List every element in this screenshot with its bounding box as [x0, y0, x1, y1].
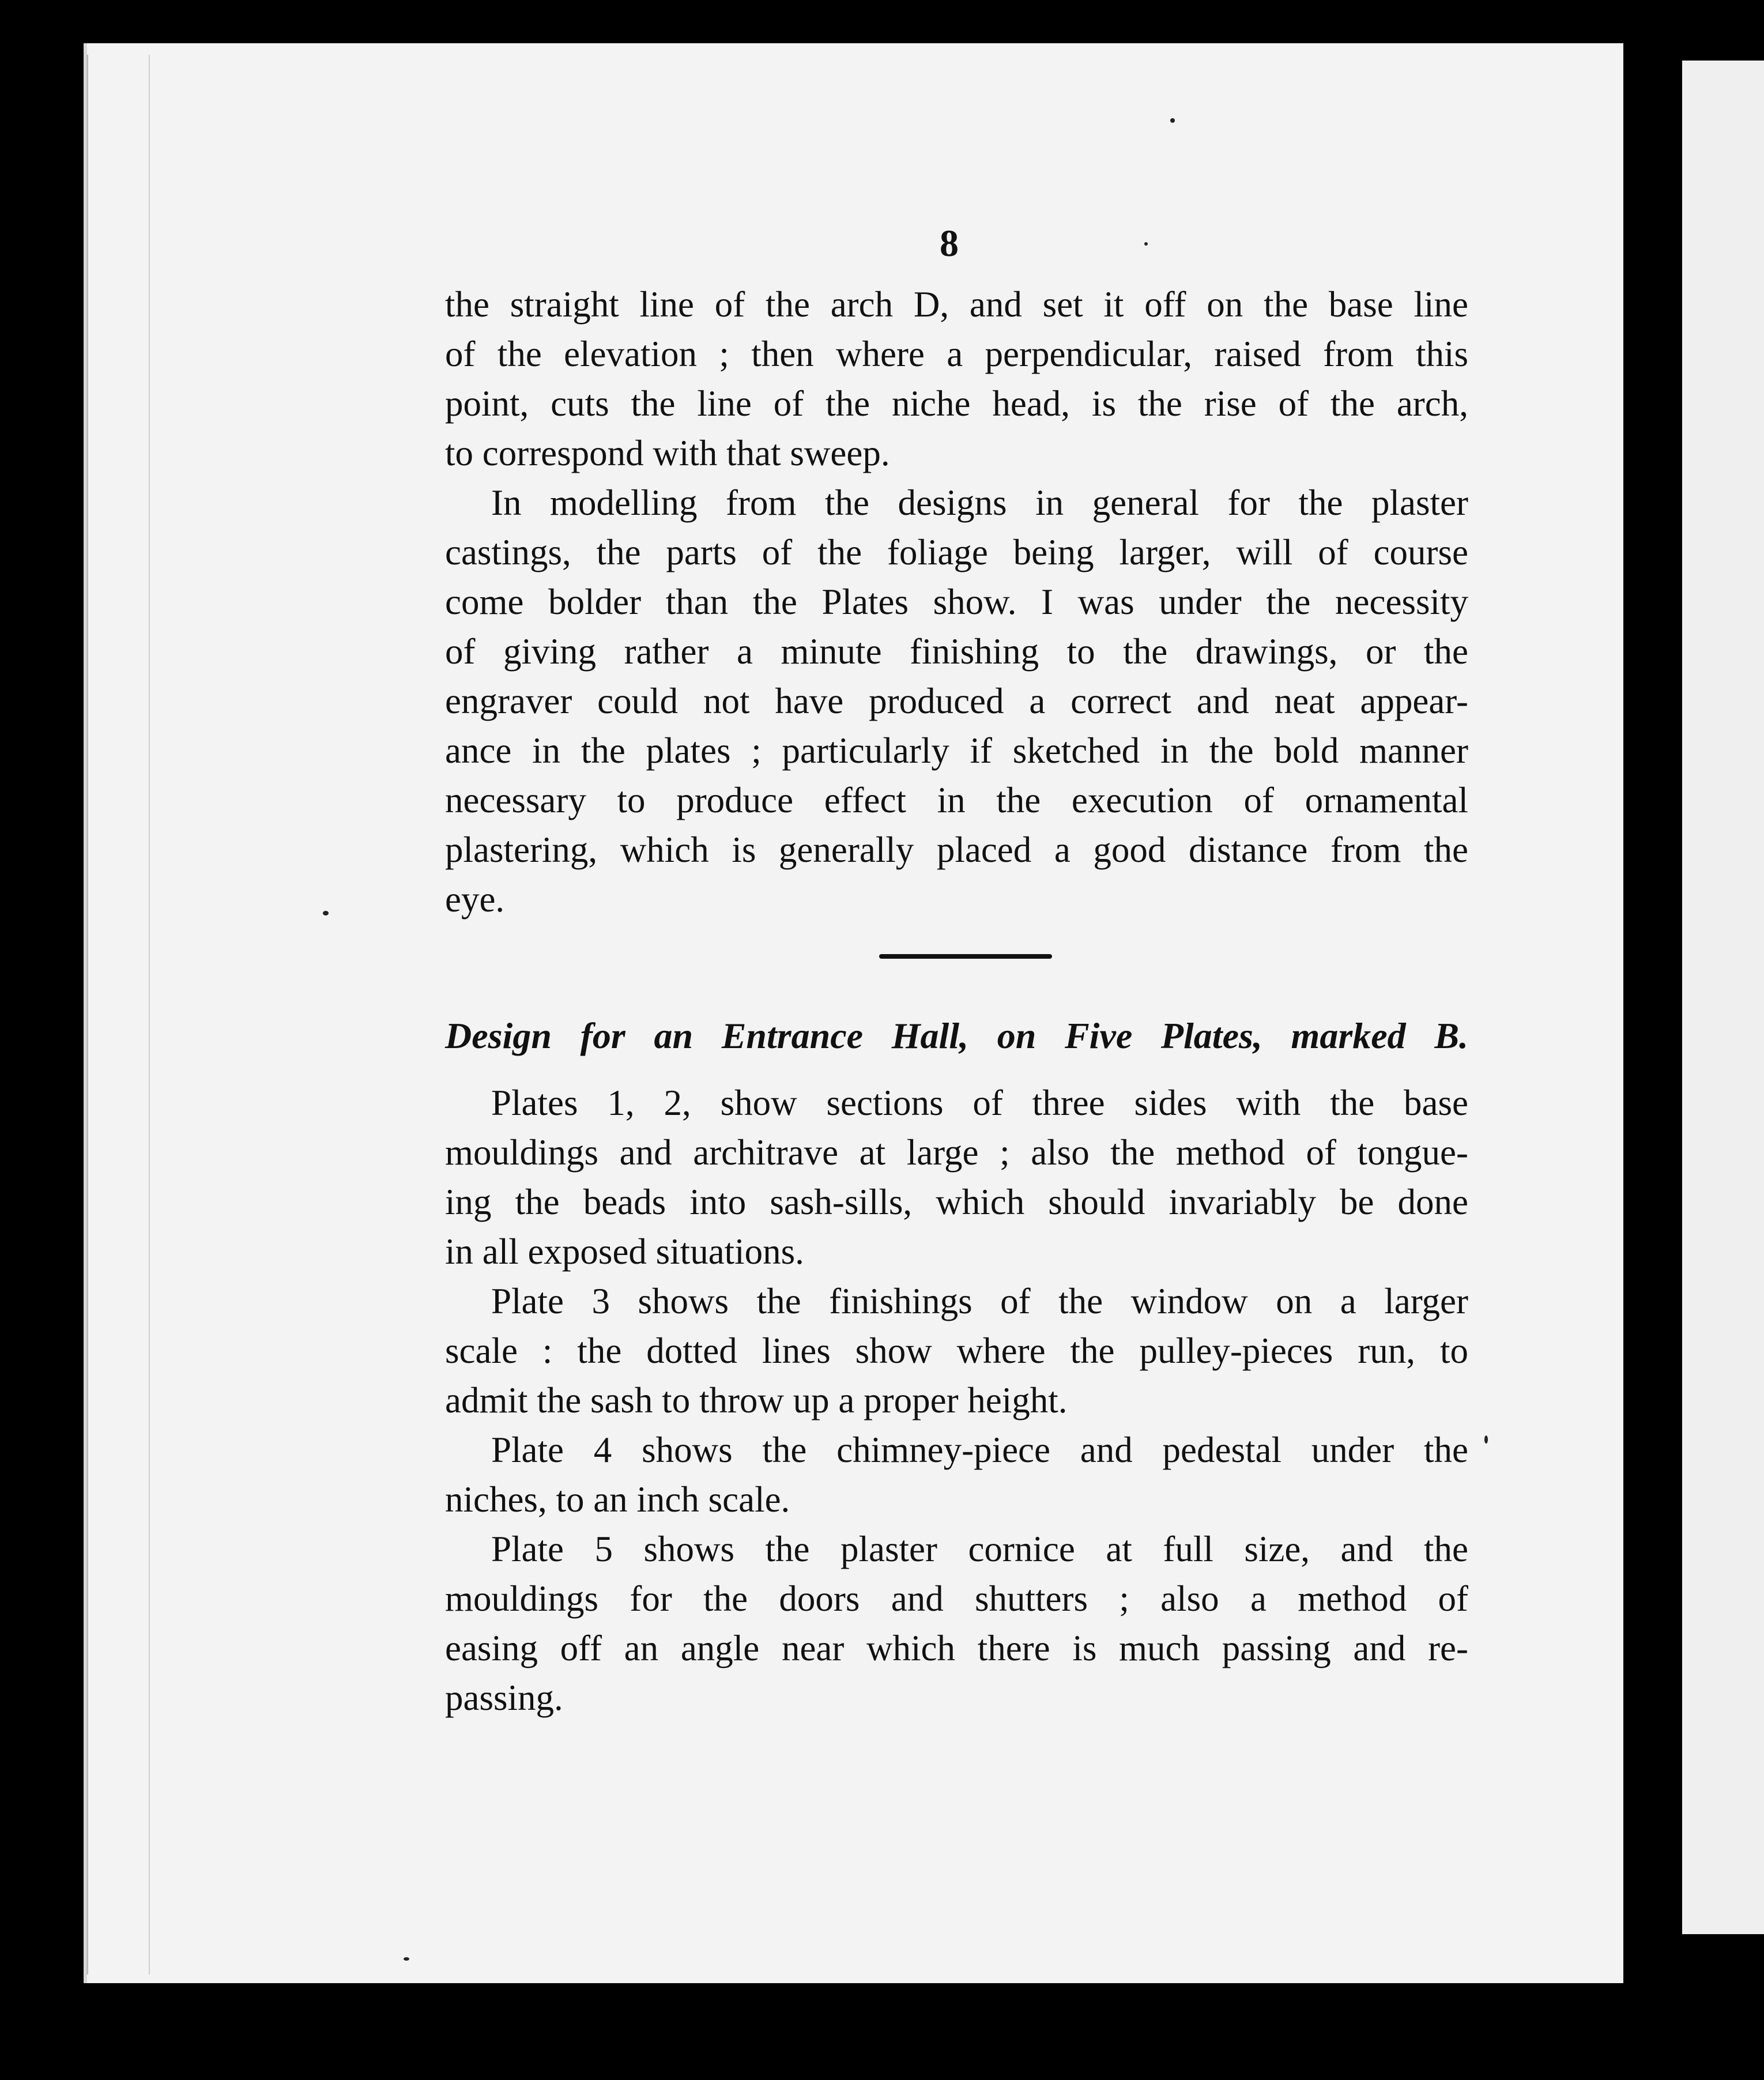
- text-line: passing.: [445, 1678, 563, 1718]
- text-line: scale : the dotted lines show where the pulley-pieces run, to: [445, 1331, 1468, 1371]
- ink-speck: [323, 911, 329, 915]
- section-heading: Design for an Entrance Hall, on Five Plates, marked B.: [445, 1015, 1468, 1056]
- text-line: ing the beads into sash-sills, which should invariably be done: [445, 1182, 1468, 1222]
- text-line: to correspond with that sweep.: [445, 433, 890, 473]
- text-line: Plate 3 shows the finishings of the window on a larger: [491, 1281, 1468, 1321]
- text-line: plastering, which is generally placed a good distance from the: [445, 830, 1468, 870]
- ink-speck: [404, 1957, 409, 1961]
- page-edge: [86, 55, 150, 1975]
- ink-speck: [1484, 1435, 1488, 1444]
- text-line: Plate 4 shows the chimney-piece and pedestal under the: [491, 1430, 1468, 1470]
- text-line: of the elevation ; then where a perpendicular, raised from this: [445, 334, 1468, 374]
- text-line: easing off an angle near which there is much passing and re-: [445, 1628, 1468, 1668]
- text-line: admit the sash to throw up a proper height.: [445, 1380, 1068, 1420]
- upper-text-block: [445, 280, 1468, 924]
- text-line: of giving rather a minute finishing to the drawings, or the: [445, 631, 1468, 672]
- page-number: 8: [940, 223, 959, 265]
- text-line: mouldings and architrave at large ; also the method of tongue-: [445, 1132, 1468, 1173]
- ink-speck: [1144, 242, 1148, 246]
- text-line: Plate 5 shows the plaster cornice at full size, and the: [491, 1529, 1468, 1569]
- ink-speck: [1170, 118, 1175, 123]
- text-line: engraver could not have produced a correct and neat appear-: [445, 681, 1468, 721]
- text-line: castings, the parts of the foliage being larger, will of course: [445, 532, 1468, 572]
- section-divider: [879, 954, 1052, 959]
- text-line: mouldings for the doors and shutters ; also a method of: [445, 1578, 1468, 1619]
- text-line: In modelling from the designs in general for the plaster: [491, 483, 1468, 523]
- text-line: Plates 1, 2, show sections of three sides with the base: [491, 1083, 1468, 1123]
- text-line: in all exposed situations.: [445, 1231, 804, 1272]
- text-line: the straight line of the arch D, and set it off on the base line: [445, 284, 1468, 325]
- text-line: eye.: [445, 879, 505, 920]
- lower-text-block: [445, 1078, 1468, 1723]
- text-line: ance in the plates ; particularly if sketched in the bold manner: [445, 730, 1468, 771]
- facing-page-edge: [1682, 61, 1764, 1934]
- text-line: necessary to produce effect in the execution of ornamental: [445, 780, 1468, 820]
- text-line: come bolder than the Plates show. I was under the necessity: [445, 582, 1468, 622]
- text-line: point, cuts the line of the niche head, is the rise of the arch,: [445, 383, 1468, 424]
- text-line: niches, to an inch scale.: [445, 1479, 790, 1520]
